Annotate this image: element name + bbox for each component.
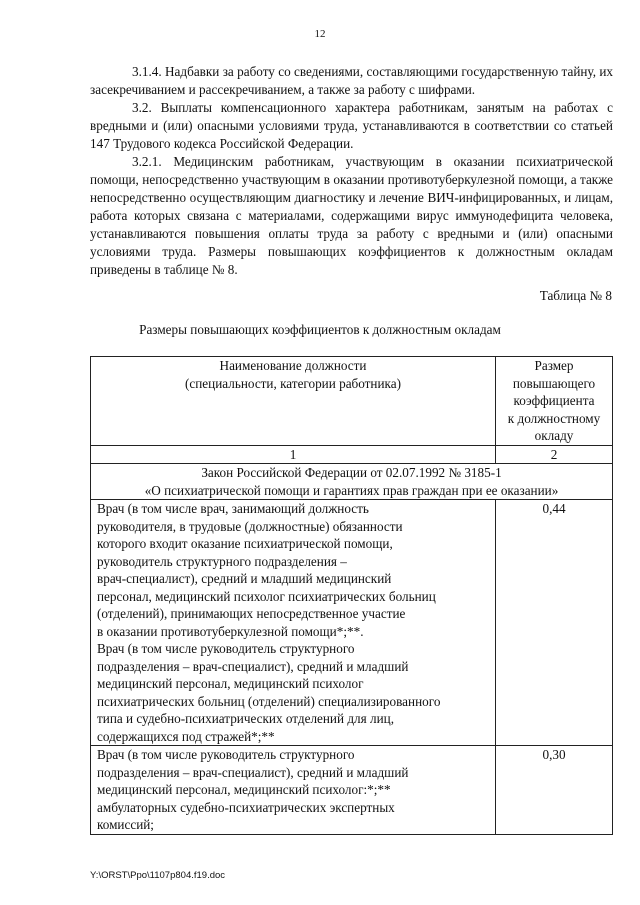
header-coefficient-cell xyxy=(496,357,613,446)
column-number-row xyxy=(91,445,613,464)
position-line: персонал, медицинский психолог психиатрических больниц xyxy=(97,588,436,604)
file-path-footer: Y:\ORST\Ppo\1107p804.f19.doc xyxy=(90,870,226,881)
coefficient-value: 0,44 xyxy=(496,500,613,746)
position-line: подразделения – врач-специалист), средний и младший xyxy=(97,764,409,780)
header-position-cell xyxy=(91,357,496,446)
paragraph-3-2-1: 3.2.1. Медицинским работникам, участвующим в оказании психиатрической помощи, непосредственно участвующим в оказании противотуберкулезной помощи, а также непосредственно осуществляющим диагностику и лечение ВИЧ-инфицированных, и лицам, работа которых связана с материалами, содержащими вирус иммунодефицита человека, устанавливаются повышения оплаты труда за работу с вредными и (или) опасными условиями труда. Размеры повышающих коэффициентов к должностным окладам приведены в таблице № 8. xyxy=(90,154,613,277)
position-line: медицинский персонал, медицинский психолог xyxy=(97,676,364,691)
position-line: типа и судебно-психиатрических отделений для лиц, xyxy=(97,711,394,726)
page-number: 12 xyxy=(314,28,326,40)
paragraph-3-2: 3.2. Выплаты компенсационного характера работникам, занятым на работах с вредными и (или) опасными условиями труда, устанавливаются в соответствии со статьей 147 Трудового кодекса Российской Федерации. xyxy=(90,100,613,151)
position-line: подразделения – врач-специалист), средний и младший xyxy=(97,658,409,674)
coefficient-value: 0,30 xyxy=(496,746,613,835)
position-line: Врач (в том числе руководитель структурного xyxy=(97,641,355,656)
position-line: психиатрических больниц (отделений) специализированного xyxy=(97,693,441,709)
position-line: комиссий; xyxy=(97,817,154,832)
position-line: медицинский персонал, медицинский психолог:*;** xyxy=(97,782,391,797)
section-title-line: «О психиатрической помощи и гарантиях прав граждан при ее оказании» xyxy=(144,482,559,498)
table-row xyxy=(91,746,613,835)
position-line: которого входит оказание психиатрической помощи, xyxy=(97,536,393,551)
header-position-line: Наименование должности xyxy=(219,358,367,373)
body-text xyxy=(90,63,613,279)
table-label: Таблица № 8 xyxy=(539,288,612,303)
position-cell xyxy=(91,746,496,835)
header-coefficient-line: коэффициента xyxy=(513,393,595,408)
position-line: руководителя, в трудовые (должностные) обязанности xyxy=(97,518,403,534)
column-number-2: 2 xyxy=(496,445,613,464)
header-coefficient-line: к должностному xyxy=(507,410,601,426)
position-line: (отделений), принимающих непосредственное участие xyxy=(97,606,406,621)
position-cell xyxy=(91,500,496,746)
position-line: содержащихся под стражей*;** xyxy=(97,728,275,744)
coefficients-table xyxy=(90,356,613,835)
column-number-1: 1 xyxy=(91,445,496,464)
section-title-cell xyxy=(91,464,613,500)
section-title-line: Закон Российской Федерации от 02.07.1992 № 3185-1 xyxy=(201,465,502,480)
position-line: амбулаторных судебно-психиатрических экспертных xyxy=(97,799,395,815)
header-position-line: (специальности, категории работника) xyxy=(185,375,402,391)
position-line: руководитель структурного подразделения – xyxy=(97,553,347,569)
position-line: в оказании противотуберкулезной помощи*;**. xyxy=(97,623,364,639)
table-row xyxy=(91,500,613,746)
header-coefficient-line: повышающего xyxy=(512,375,596,391)
position-line: Врач (в том числе врач, занимающий должность xyxy=(97,501,369,516)
header-coefficient-line: Размер xyxy=(534,358,574,373)
position-line: врач-специалист), средний и младший медицинский xyxy=(97,571,392,586)
table-header-row xyxy=(91,357,613,446)
header-coefficient-line: окладу xyxy=(534,428,574,443)
table-caption: Размеры повышающих коэффициентов к должностным окладам xyxy=(139,322,501,337)
position-line: Врач (в том числе руководитель структурного xyxy=(97,747,355,762)
paragraph-3-1-4: 3.1.4. Надбавки за работу со сведениями, составляющими государственную тайну, их засекречиванием и рассекречиванием, а также за работу с шифрами. xyxy=(90,64,613,97)
section-title-row xyxy=(91,464,613,500)
